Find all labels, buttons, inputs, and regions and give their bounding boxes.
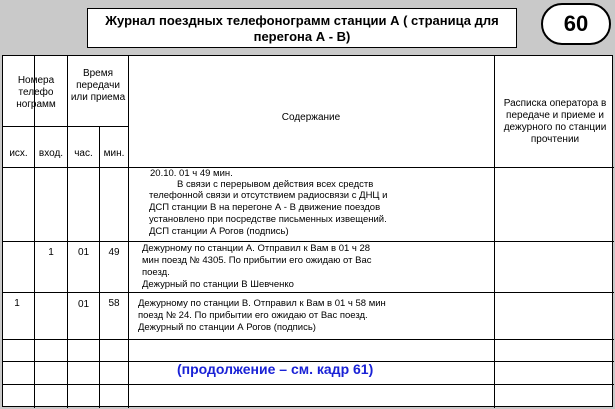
header-outgoing: исх. [9,148,28,159]
journal-title [87,8,517,48]
entry-2-incoming: 1 [48,247,54,258]
entry-2-line-4: Дежурный по станции В Шевченко [142,279,294,290]
entry-1-line-3: телефонной связи и отсутствием радиосвязи с ДНЦ и [149,190,388,201]
journal-title-line1: Журнал поездных телефонограмм станции А ( страница для [105,13,499,28]
entry-1-line-6: ДСП станции А Рогов (подпись) [149,226,289,237]
header-transfer-time: Время передачи или приема [70,68,126,103]
header-content: Содержание [281,112,341,123]
header-minutes: мин. [103,148,125,159]
header-hours: час. [74,148,93,159]
entry-2-line-2: мин поезд № 4305. По прибытии его ожидаю от Вас [142,255,372,266]
entry-1-line-1: 20.10. 01 ч 49 мин. [150,168,233,179]
entry-1-line-2: В связи с перерывом действия всех средств [177,179,374,190]
journal-title-line2: перегона А - В) [253,29,351,44]
entry-3-hours: 01 [77,299,90,310]
telephonogram-table [2,55,613,407]
entry-2-minutes: 49 [108,247,120,258]
entry-2-hours: 01 [77,247,90,258]
entry-3-outgoing: 1 [14,298,20,309]
entry-1-line-5: установлено при посредстве письменных извещений. [149,214,387,225]
entry-3-line-3: Дежурный по станции А Рогов (подпись) [138,322,316,333]
page-number-badge: 60 [541,3,611,45]
entry-3-minutes: 58 [108,298,120,309]
entry-2-line-3: поезд. [142,267,170,278]
entry-3-line-1: Дежурному по станции В. Отправил к Вам в 01 ч 58 мин [138,298,386,309]
entry-3-line-2: поезд № 24. По прибытии его ожидаю от Вас поезд. [138,310,368,321]
header-incoming: вход. [38,148,64,159]
continuation-note: (продолжение – см. кадр 61) [177,361,374,377]
header-receipt: Расписка оператора в передаче и приеме и дежурного по станции прочтении [503,98,607,145]
entry-2-line-1: Дежурному по станции А. Отправил к Вам в 01 ч 28 [142,243,371,254]
header-telephonogram-numbers: Номера телефо нограмм [16,75,56,110]
entry-1-line-4: ДСП станции В на перегоне А - В движение поездов [149,202,381,213]
